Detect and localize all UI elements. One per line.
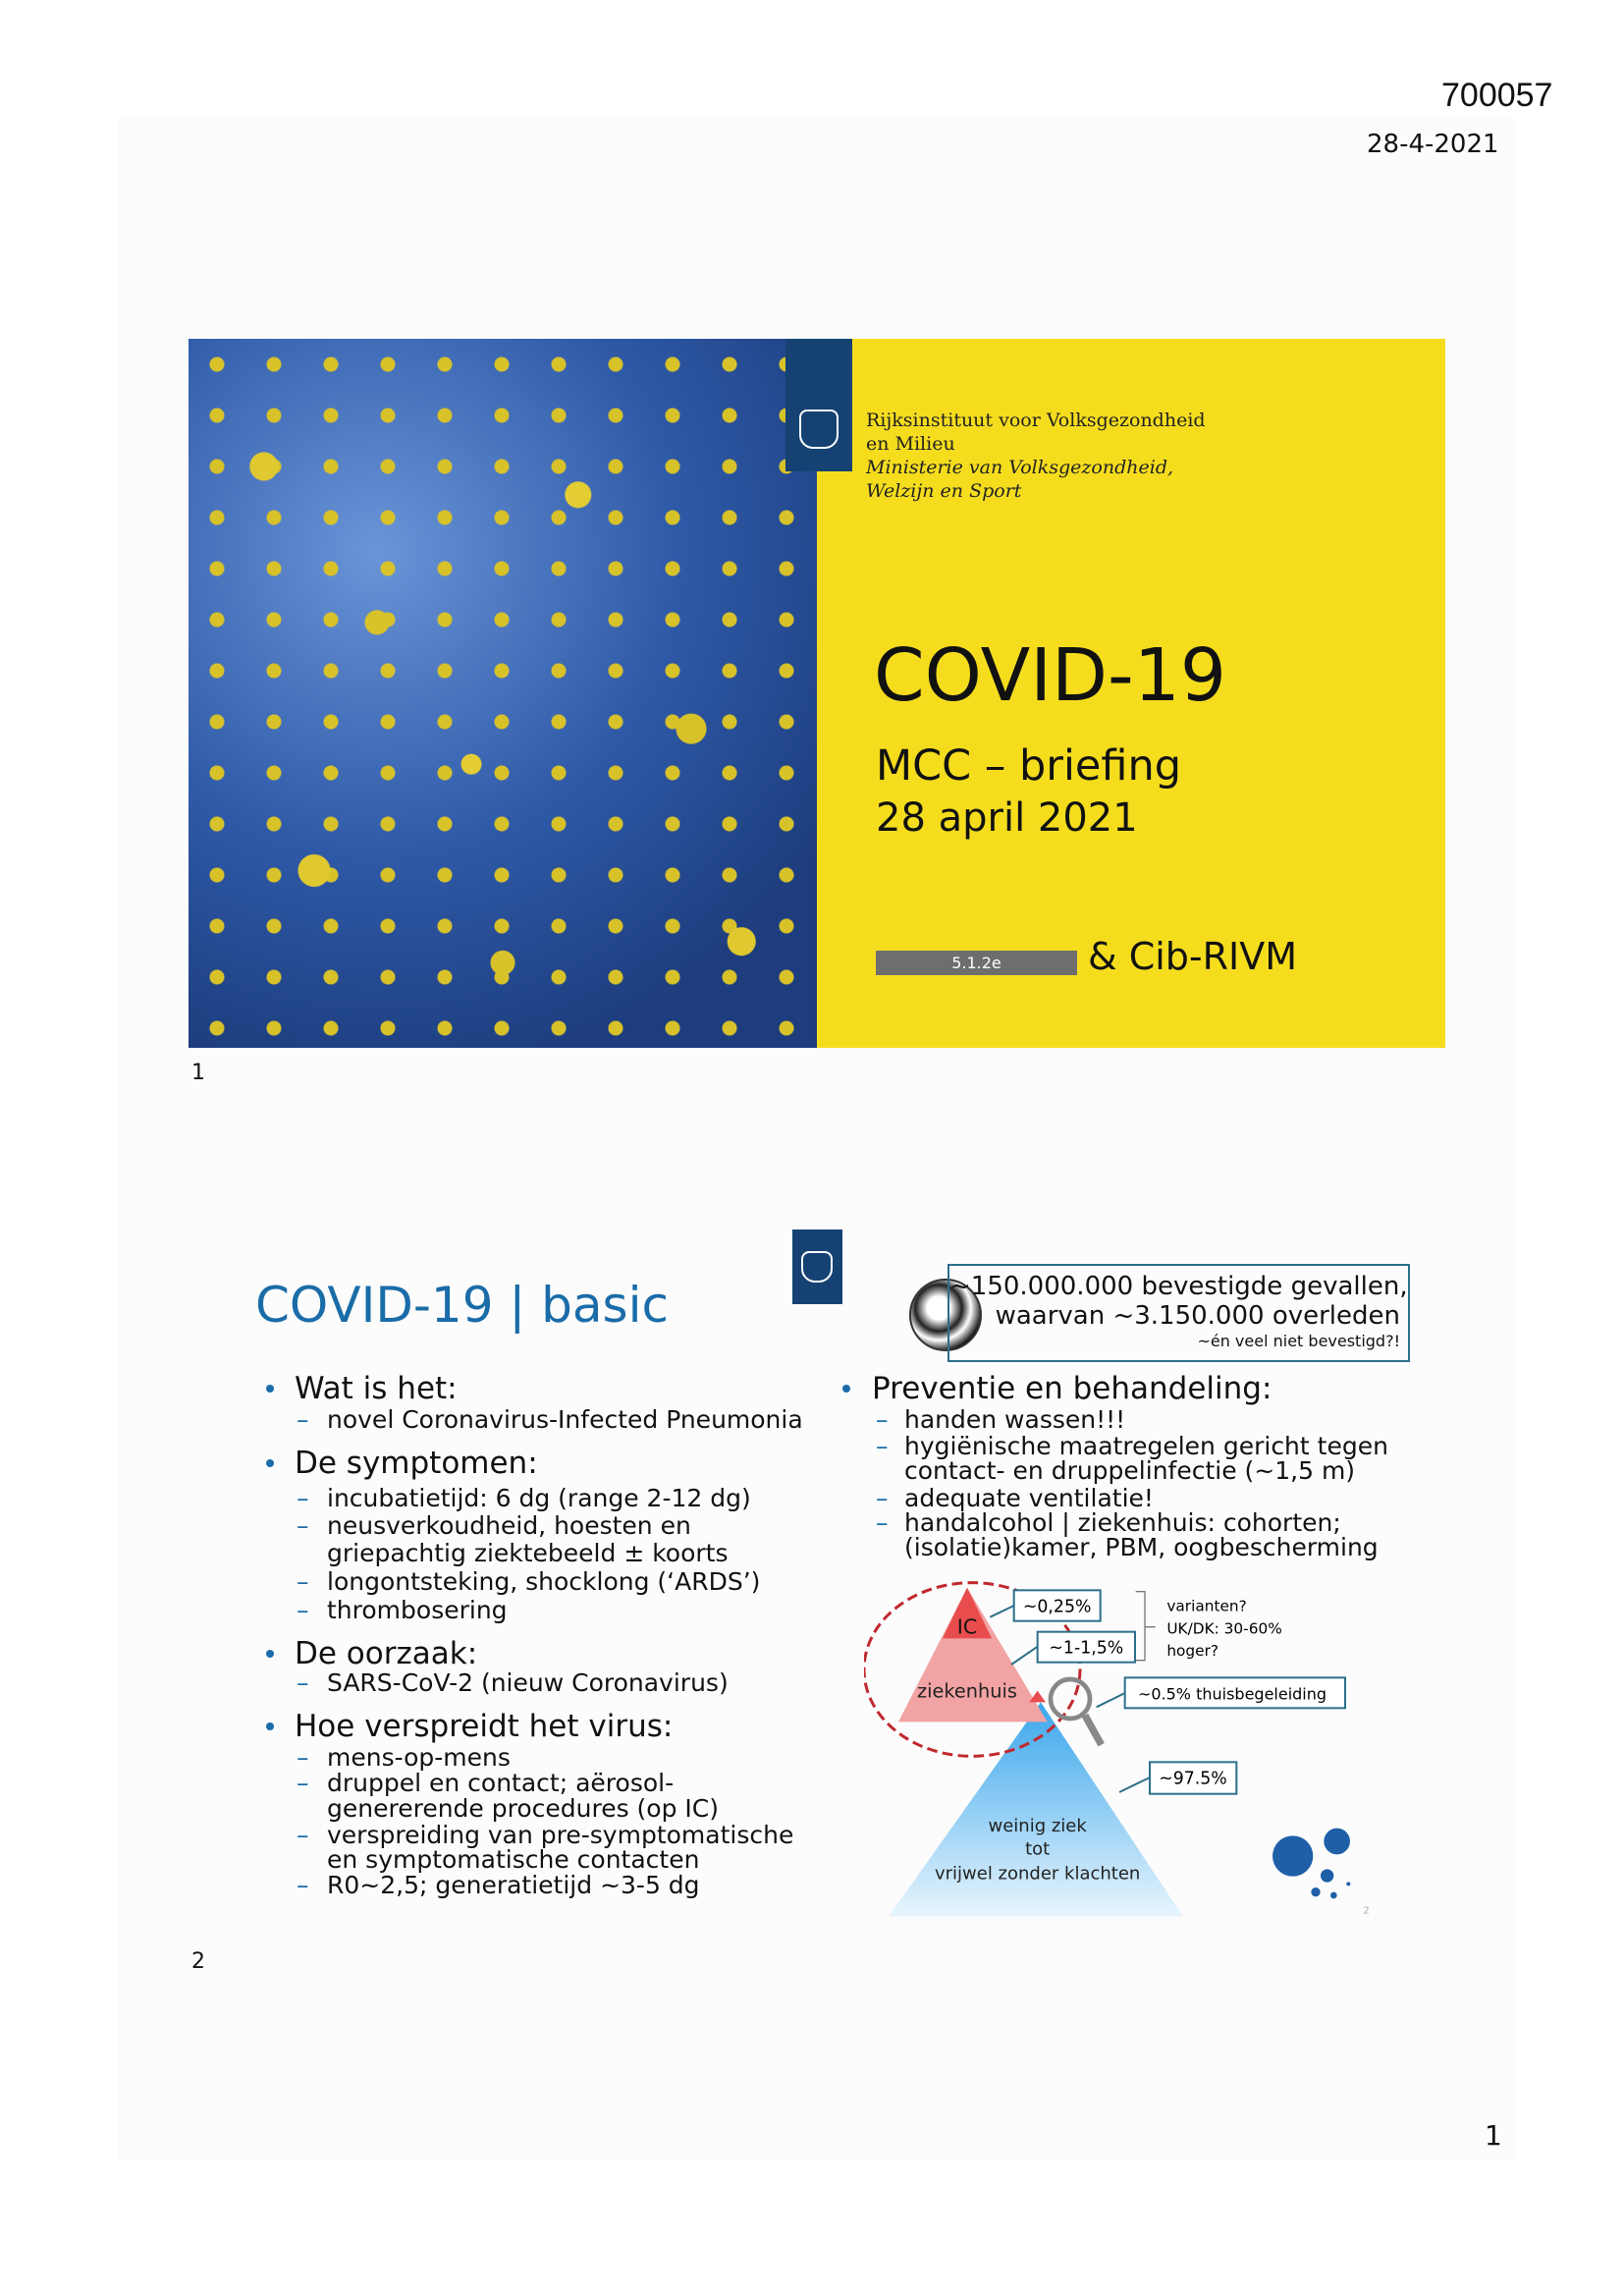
- dash-marker: –: [297, 1405, 309, 1434]
- bullet-item: genererende procedures (op IC): [327, 1794, 719, 1823]
- bullet-item: adequate ventilatie!: [904, 1484, 1154, 1512]
- bullet-item: neusverkoudheid, hoesten en: [327, 1511, 691, 1540]
- bullet-item: hygiënische maatregelen gericht tegen: [904, 1432, 1388, 1460]
- base-label-3: vrijwel zonder klachten: [934, 1863, 1141, 1885]
- crest-icon: [801, 1251, 833, 1283]
- coronavirus-microscope-image: [189, 339, 817, 1048]
- bullet-dot: [266, 1650, 274, 1658]
- redaction-label: 5.1.2e: [876, 951, 1077, 975]
- bullet-item: longontsteking, shocklong (‘ARDS’): [327, 1567, 761, 1596]
- global-stats-box: [947, 1264, 1410, 1362]
- bullet-item: en symptomatische contacten: [327, 1845, 700, 1874]
- dash-marker: –: [297, 1511, 309, 1540]
- bullet-item: druppel en contact; aërosol-: [327, 1769, 675, 1797]
- ministry-line-1: Ministerie van Volksgezondheid,: [866, 457, 1174, 478]
- hospital-label: ziekenhuis: [917, 1679, 1017, 1703]
- bullet-dot: [266, 1722, 274, 1730]
- document-number: 700057: [1441, 77, 1553, 114]
- slide-number: 2: [191, 1949, 205, 1974]
- presenter: & Cib-RIVM: [1088, 935, 1298, 978]
- slide-subtitle: MCC – briefing: [876, 741, 1181, 791]
- crest-icon: [799, 410, 839, 449]
- base-label-1: weinig ziek: [988, 1816, 1087, 1836]
- dash-marker: –: [876, 1432, 889, 1460]
- bullet-dot: [266, 1459, 274, 1467]
- pyramid-base: [889, 1702, 1183, 1916]
- bullet-item: handen wassen!!!: [904, 1405, 1126, 1434]
- dash-marker: –: [297, 1596, 309, 1624]
- ic-pct: ~0,25%: [1022, 1597, 1092, 1617]
- dash-marker: –: [876, 1484, 889, 1512]
- dash-marker: –: [297, 1743, 309, 1772]
- bullet-heading: De oorzaak:: [295, 1636, 478, 1671]
- bullet-item: SARS-CoV-2 (nieuw Coronavirus): [327, 1668, 729, 1697]
- ministry-line-2: Welzijn en Sport: [866, 480, 1022, 502]
- bullet-item: thrombosering: [327, 1596, 508, 1624]
- bullet-heading: Preventie en behandeling:: [872, 1371, 1272, 1406]
- slide-number-small: 2: [1363, 1905, 1370, 1917]
- bullet-item: contact- en druppelinfectie (~1,5 m): [904, 1456, 1356, 1485]
- dash-marker: –: [297, 1769, 309, 1797]
- government-logo: [785, 339, 852, 471]
- bullet-item: novel Coronavirus-Infected Pneumonia: [327, 1405, 803, 1434]
- slide-title: COVID-19: [874, 633, 1226, 718]
- stats-deaths: waarvan ~3.150.000 overleden: [995, 1301, 1400, 1331]
- dash-marker: –: [297, 1871, 309, 1899]
- slide-title: COVID-19 | basic: [255, 1277, 669, 1334]
- dash-marker: –: [297, 1567, 309, 1596]
- base-pct: ~97.5%: [1159, 1769, 1227, 1789]
- ic-label: IC: [956, 1614, 978, 1639]
- bullet-item: mens-op-mens: [327, 1743, 511, 1772]
- bullet-heading: De symptomen:: [295, 1446, 538, 1481]
- org-line-2: en Milieu: [866, 433, 955, 455]
- stats-note: ~én veel niet bevestigd?!: [1197, 1332, 1400, 1350]
- dash-marker: –: [297, 1821, 309, 1849]
- home-pct: ~0.5% thuisbegeleiding: [1137, 1684, 1327, 1704]
- bullet-item: incubatietijd: 6 dg (range 2-12 dg): [327, 1484, 751, 1512]
- variants-1: varianten?: [1166, 1597, 1247, 1615]
- bracket: [1136, 1592, 1156, 1661]
- variants-3: hoger?: [1166, 1642, 1219, 1660]
- org-line-1: Rijksinstituut voor Volksgezondheid: [866, 410, 1206, 431]
- dash-marker: –: [876, 1508, 889, 1537]
- hospital-pct: ~1-1,5%: [1049, 1638, 1124, 1659]
- dash-marker: –: [876, 1405, 889, 1434]
- bullet-item: griepachtig ziektebeeld ± koorts: [327, 1539, 729, 1567]
- dash-marker: –: [297, 1484, 309, 1512]
- bullet-dot: [266, 1385, 274, 1393]
- severity-pyramid: [864, 1571, 1434, 1944]
- bullet-heading: Wat is het:: [295, 1371, 458, 1406]
- government-logo: [792, 1230, 842, 1304]
- bullet-item: (isolatie)kamer, PBM, oogbescherming: [904, 1533, 1379, 1561]
- bullet-item: R0~2,5; generatietijd ~3-5 dg: [327, 1871, 700, 1899]
- slide-number: 1: [191, 1061, 205, 1085]
- variants-2: UK/DK: 30-60%: [1166, 1619, 1282, 1638]
- bullet-item: verspreiding van pre-symptomatische: [327, 1821, 794, 1849]
- bullet-item: handalcohol | ziekenhuis: cohorten;: [904, 1508, 1341, 1537]
- slide-date: 28 april 2021: [876, 795, 1138, 841]
- document-date: 28-4-2021: [1367, 130, 1499, 159]
- base-label-2: tot: [1025, 1838, 1051, 1860]
- virus-icon: [1272, 1829, 1350, 1899]
- dash-marker: –: [297, 1668, 309, 1697]
- bullet-heading: Hoe verspreidt het virus:: [295, 1709, 674, 1744]
- bullet-dot: [842, 1385, 850, 1393]
- stats-confirmed: ~150.000.000 bevestigde gevallen,: [949, 1272, 1408, 1301]
- page-number: 1: [1485, 2119, 1502, 2152]
- org-name: [866, 409, 1206, 503]
